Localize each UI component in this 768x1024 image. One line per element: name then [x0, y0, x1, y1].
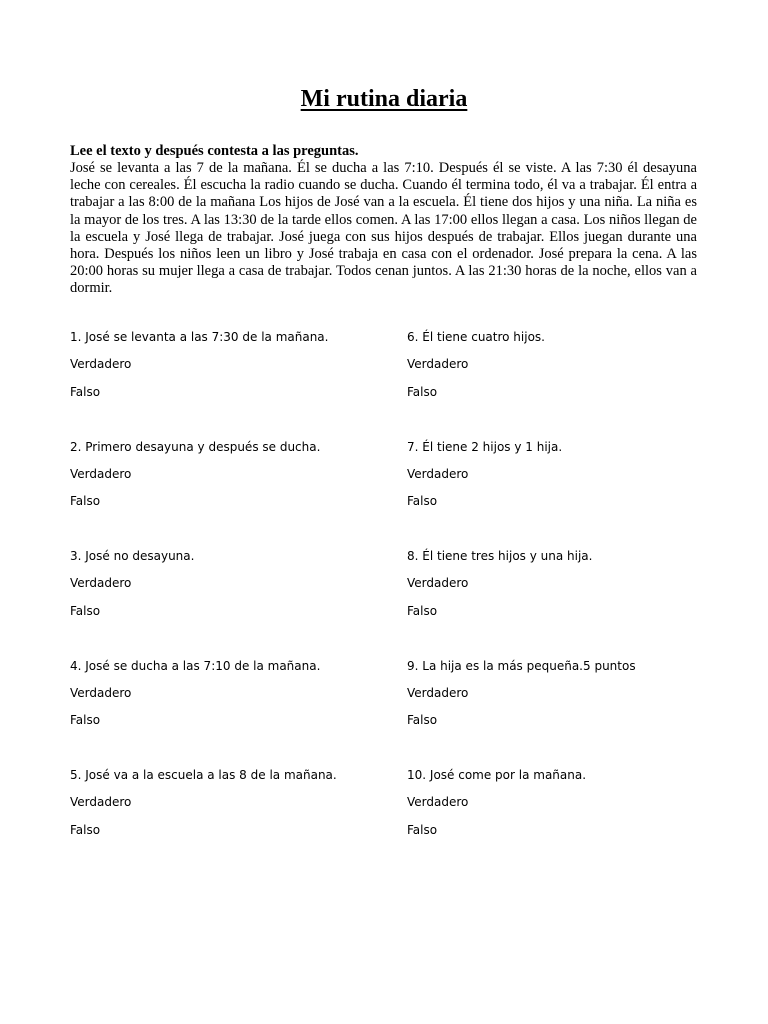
- option-falso: Falso: [407, 494, 438, 509]
- question-text: 2. Primero desayuna y después se ducha.: [70, 439, 321, 454]
- question-block: [70, 766, 400, 876]
- question-text: 1. José se levanta a las 7:30 de la mañana.: [70, 330, 329, 344]
- option-verdadero: Verdadero: [407, 795, 469, 810]
- question-block: [70, 657, 400, 767]
- reading-passage: José se levanta a las 7 de la mañana. Él se ducha a las 7:10. Después él se viste. A las 7:30 él desayuna leche con cereales. Él escucha la radio cuando se ducha. Cuando él termina todo, él va a trabajar. Él entra a trabajar a las 8:00 de la mañana Los hijos de José van a la escuela. Él tiene dos hijos y una niña. La niña es la mayor de los tres. A las 13:30 de la tarde ellos comen. A las 17:00 ellos llegan a casa. Los niños llegan de la escuela y José llega de trabajar. José juega con sus hijos después de trabajar. Ellos juegan durante una hora. Después los niños leen un libro y José trabaja en casa con el ordenador. José prepara la cena. A las 20:00 horas su mujer llega a casa de trabajar. Todos cenan juntos. A las 21:30 horas de la noche, ellos van a dormir.: [70, 160, 697, 297]
- question-text: 6. Él tiene cuatro hijos.: [407, 330, 545, 344]
- option-verdadero: Verdadero: [70, 795, 132, 810]
- option-falso: Falso: [407, 603, 438, 618]
- question-text: 9. La hija es la más pequeña.5 puntos: [407, 658, 636, 673]
- option-verdadero: Verdadero: [70, 576, 132, 591]
- option-falso: Falso: [407, 822, 438, 837]
- questions-column-left: [70, 328, 400, 876]
- question-text: 7. Él tiene 2 hijos y 1 hija.: [407, 439, 563, 454]
- question-block: [407, 657, 737, 767]
- option-verdadero: Verdadero: [407, 466, 469, 481]
- question-text: 5. José va a la escuela a las 8 de la mañana.: [70, 768, 337, 782]
- question-block: [70, 438, 400, 548]
- option-falso: Falso: [70, 822, 101, 837]
- question-block: [407, 328, 737, 438]
- question-text: 10. José come por la mañana.: [407, 768, 587, 782]
- question-block: [407, 438, 737, 548]
- question-block: [70, 328, 400, 438]
- option-verdadero: Verdadero: [70, 357, 132, 372]
- option-falso: Falso: [70, 494, 101, 509]
- instructions-text: Lee el texto y después contesta a las preguntas.: [70, 143, 359, 159]
- option-verdadero: Verdadero: [70, 466, 132, 481]
- questions-column-right: [407, 328, 737, 876]
- option-verdadero: Verdadero: [407, 576, 469, 591]
- option-verdadero: Verdadero: [70, 685, 132, 700]
- option-verdadero: Verdadero: [407, 357, 469, 372]
- option-falso: Falso: [70, 384, 101, 399]
- question-text: 4. José se ducha a las 7:10 de la mañana.: [70, 658, 321, 673]
- question-block: [407, 547, 737, 657]
- question-block: [407, 766, 737, 876]
- question-text: 3. José no desayuna.: [70, 549, 195, 563]
- option-falso: Falso: [70, 713, 101, 728]
- page-title: Mi rutina diaria: [300, 86, 468, 112]
- question-text: 8. Él tiene tres hijos y una hija.: [407, 549, 593, 563]
- option-verdadero: Verdadero: [407, 685, 469, 700]
- option-falso: Falso: [70, 603, 101, 618]
- option-falso: Falso: [407, 713, 438, 728]
- question-block: [70, 547, 400, 657]
- option-falso: Falso: [407, 384, 438, 399]
